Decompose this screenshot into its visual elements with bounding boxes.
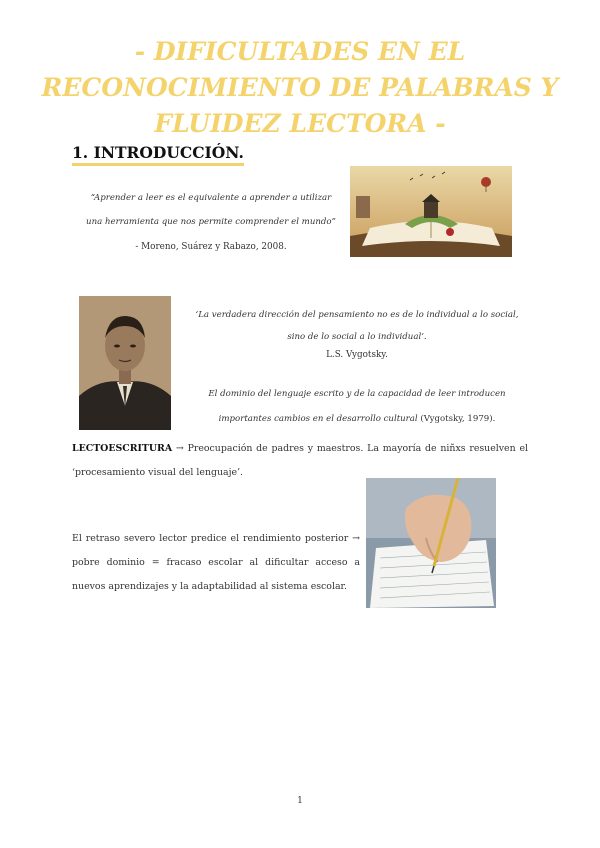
- document-title: - DIFICULTADES EN EL RECONOCIMIENTO DE PALABRAS Y FLUIDEZ LECTORA -: [41, 37, 559, 138]
- quote-moreno: “Aprender a leer es el equivalente a aprender a utilizar una herramienta que nos permite comprender el mundo”: [86, 193, 336, 227]
- writing-hand-photo: [366, 478, 496, 608]
- quote-vygotsky-1979-text: El dominio del lenguaje escrito y de la capacidad de leer introducen importantes cambios en el desarrollo cultural: [208, 389, 506, 424]
- quote-vygotsky-author: L.S. Vygotsky.: [326, 350, 388, 360]
- paragraph-retraso: El retraso severo lector predice el rendimiento posterior → pobre dominio = fracaso escolar al dificultar acceso a nuevos aprendizajes y la adaptabilidad al sistema escolar.: [72, 533, 360, 592]
- section-heading: 1. INTRODUCCIÓN.: [72, 143, 244, 166]
- arrow-icon: →: [172, 443, 188, 454]
- quote-vygotsky-1979: [186, 382, 528, 432]
- paragraph-text: Preocupación de padres y maestros. La mayoría de niñxs resuelven el ‘procesamiento visual del lenguaje’.: [72, 443, 528, 478]
- page-number: 1: [297, 796, 303, 806]
- open-book-illustration: [350, 166, 512, 257]
- quote-vygotsky-1979-citation: (Vygotsky, 1979).: [417, 414, 496, 424]
- quote-vygotsky: [186, 304, 528, 348]
- quote-moreno-author: - Moreno, Suárez y Rabazo, 2008.: [135, 242, 287, 252]
- quote-vygotsky-text: ‘La verdadera dirección del pensamiento no es de lo individual a lo social, sino de lo social a lo individual’.: [195, 310, 519, 342]
- vygotsky-portrait: [79, 296, 171, 430]
- paragraph-lead: LECTOESCRITURA: [72, 443, 173, 454]
